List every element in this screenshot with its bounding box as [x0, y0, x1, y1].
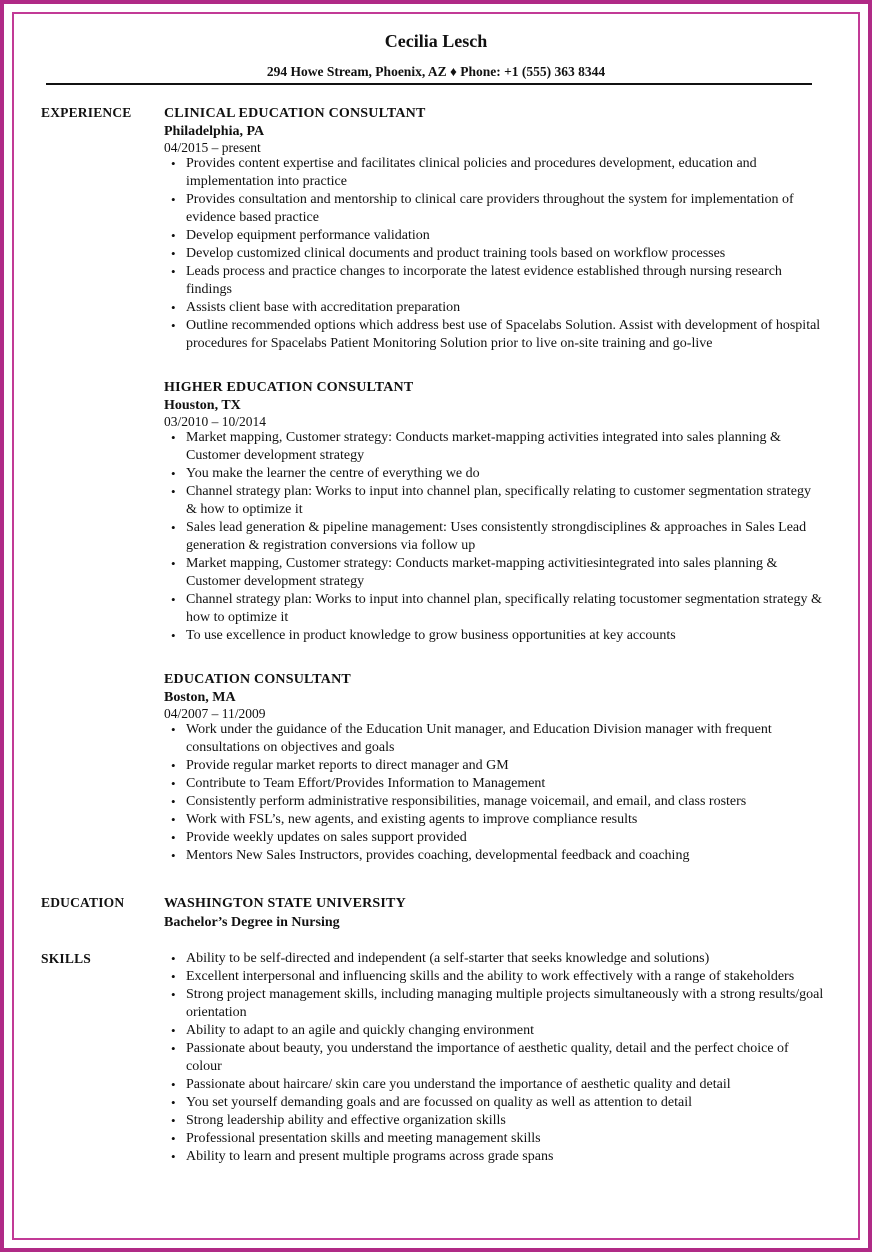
job-entry — [164, 105, 824, 353]
job-bullet-list — [164, 721, 824, 865]
header-divider — [46, 83, 812, 85]
job-dates: 04/2007 – 11/2009 — [164, 706, 266, 721]
list-item: • To use excellence in product knowledge to grow business opportunities at key accounts — [164, 627, 824, 645]
job-location: Philadelphia, PA — [164, 124, 265, 139]
list-item: • Market mapping, Customer strategy: Conducts market-mapping activitiesintegrated into sales planning & Customer development strategy — [164, 555, 824, 591]
list-item: • Ability to be self-directed and independent (a self-starter that seeks knowledge and solutions) — [164, 950, 824, 968]
contact-line: 294 Howe Stream, Phoenix, AZ ♦ Phone: +1 (555) 363 8344 — [266, 64, 606, 79]
job-bullet-list — [164, 155, 824, 353]
list-item: • Sales lead generation & pipeline management: Uses consistently strongdisciplines & approaches in Sales Lead generation & registration conversions via follow up — [164, 519, 824, 555]
school-name: WASHINGTON STATE UNIVERSITY — [164, 896, 406, 911]
job-bullet-list — [164, 429, 824, 645]
list-item: • Provides content expertise and facilitates clinical policies and procedures development, education and implementation into practice — [164, 155, 824, 191]
section-label-skills: SKILLS — [41, 951, 91, 966]
job-entry — [164, 379, 824, 645]
list-item: • Assists client base with accreditation preparation — [164, 299, 824, 317]
list-item: • Develop customized clinical documents and product training tools based on workflow processes — [164, 245, 824, 263]
degree-name: Bachelor’s Degree in Nursing — [164, 915, 340, 930]
list-item: • Passionate about haircare/ skin care you understand the importance of aesthetic quality and detail — [164, 1076, 824, 1094]
list-item: • Excellent interpersonal and influencing skills and the ability to work effectively with a range of stakeholders — [164, 968, 824, 986]
education-entry — [164, 895, 824, 932]
list-item: • Develop equipment performance validation — [164, 227, 824, 245]
list-item: • Consistently perform administrative responsibilities, manage voicemail, and email, and class rosters — [164, 793, 824, 811]
list-item: • Provide regular market reports to direct manager and GM — [164, 757, 824, 775]
list-item: • Outline recommended options which address best use of Spacelabs Solution. Assist with development of hospital procedures for Spacelabs Patient Monitoring Solution prior to live on-site training and go-live — [164, 317, 824, 353]
list-item: • Ability to learn and present multiple programs across grade spans — [164, 1148, 824, 1166]
list-item: • Work with FSL’s, new agents, and existing agents to improve compliance results — [164, 811, 824, 829]
candidate-name: Cecilia Lesch — [384, 31, 488, 51]
job-location: Boston, MA — [164, 690, 236, 705]
skills-bullet-list — [164, 950, 824, 1166]
list-item: • Market mapping, Customer strategy: Conducts market-mapping activities integrated into sales planning & Customer development strategy — [164, 429, 824, 465]
job-title: CLINICAL EDUCATION CONSULTANT — [164, 106, 426, 121]
list-item: • You make the learner the centre of everything we do — [164, 465, 824, 483]
list-item: • Mentors New Sales Instructors, provides coaching, developmental feedback and coaching — [164, 847, 824, 865]
list-item: • Leads process and practice changes to incorporate the latest evidence established through nursing research findings — [164, 263, 824, 299]
list-item: • Contribute to Team Effort/Provides Information to Management — [164, 775, 824, 793]
list-item: • Work under the guidance of the Education Unit manager, and Education Division manager with frequent consultations on objectives and goals — [164, 721, 824, 757]
job-title: EDUCATION CONSULTANT — [164, 672, 351, 687]
list-item: • Ability to adapt to an agile and quickly changing environment — [164, 1022, 824, 1040]
job-dates: 03/2010 – 10/2014 — [164, 414, 267, 429]
list-item: • Professional presentation skills and meeting management skills — [164, 1130, 824, 1148]
skills-entry — [164, 950, 824, 1166]
list-item: • Provide weekly updates on sales support provided — [164, 829, 824, 847]
list-item: • Channel strategy plan: Works to input into channel plan, specifically relating tocustomer segmentation strategy & how to optimize it — [164, 591, 824, 627]
job-dates: 04/2015 – present — [164, 140, 261, 155]
section-label-education: EDUCATION — [41, 895, 125, 910]
job-location: Houston, TX — [164, 398, 241, 413]
list-item: • You set yourself demanding goals and are focussed on quality as well as attention to detail — [164, 1094, 824, 1112]
section-label-experience: EXPERIENCE — [41, 105, 132, 120]
job-title: HIGHER EDUCATION CONSULTANT — [164, 380, 414, 395]
list-item: • Strong leadership ability and effective organization skills — [164, 1112, 824, 1130]
list-item: • Channel strategy plan: Works to input into channel plan, specifically relating to customer segmentation strategy & how to optimize it — [164, 483, 824, 519]
list-item: • Provides consultation and mentorship to clinical care providers throughout the system for implementation of evidence based practice — [164, 191, 824, 227]
job-entry — [164, 671, 824, 865]
list-item: • Passionate about beauty, you understand the importance of aesthetic quality, detail and the perfect choice of colour — [164, 1040, 824, 1076]
list-item: • Strong project management skills, including managing multiple projects simultaneously with a strong results/goal orientation — [164, 986, 824, 1022]
